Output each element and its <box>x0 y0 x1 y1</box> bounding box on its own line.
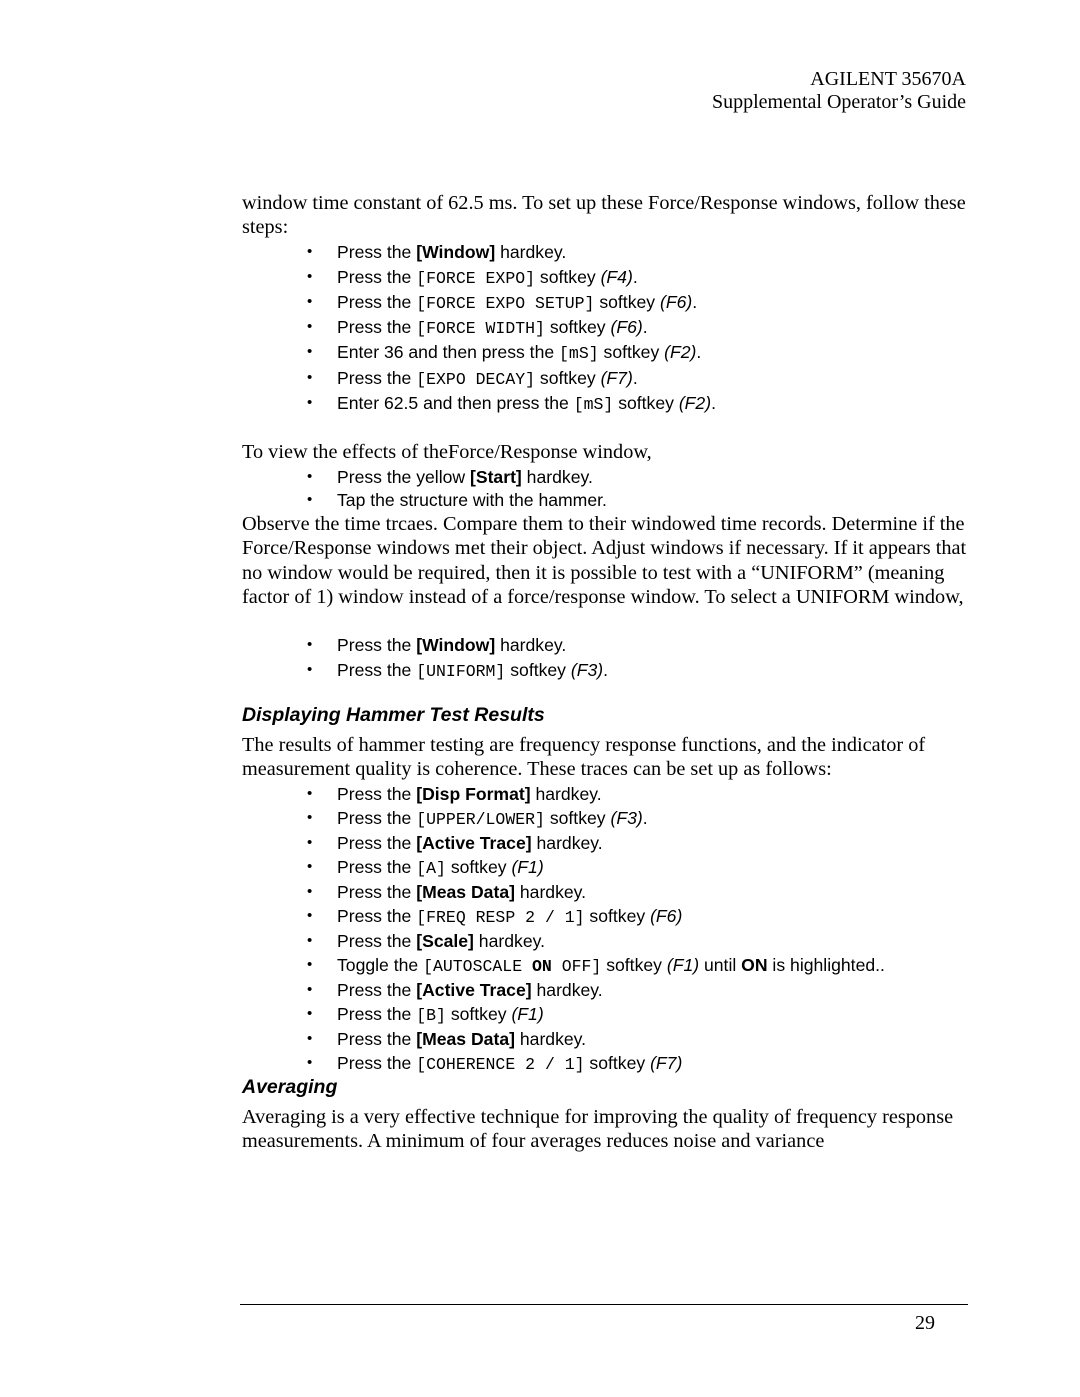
list-item: • Press the [Scale] hardkey. <box>337 930 545 952</box>
section-heading-hammer: Displaying Hammer Test Results <box>242 704 545 726</box>
list-item: • Press the [Window] hardkey. <box>337 634 566 656</box>
list-item: • Press the [FREQ RESP 2 / 1] softkey (F6) <box>337 905 682 929</box>
list-item: • Press the [B] softkey (F1) <box>337 1003 544 1027</box>
section-heading-averaging: Averaging <box>242 1076 338 1098</box>
list-item: • Press the [Window] hardkey. <box>337 241 566 263</box>
list-item: • Press the [EXPO DECAY] softkey (F7). <box>337 367 638 391</box>
header-product: AGILENT 35670A <box>810 68 966 90</box>
averaging-paragraph: Averaging is a very effective technique for improving the quality of frequency response measurements. A minimum of four averages reduces noise and variance <box>242 1106 954 1153</box>
list-item: • Press the [FORCE EXPO] softkey (F4). <box>337 266 638 290</box>
list-item: • Enter 62.5 and then press the [mS] softkey (F2). <box>337 392 716 416</box>
view-effects-paragraph: To view the effects of theForce/Response window, <box>242 441 652 463</box>
list-item: • Toggle the [AUTOSCALE ON OFF] softkey (F1) until ON is highlighted.. <box>337 954 885 978</box>
list-item: • Press the yellow [Start] hardkey. <box>337 466 593 488</box>
list-item: • Tap the structure with the hammer. <box>337 489 607 511</box>
header-guide-title: Supplemental Operator’s Guide <box>711 91 966 113</box>
list-item: • Press the [UPPER/LOWER] softkey (F3). <box>337 807 648 831</box>
list-item: • Enter 36 and then press the [mS] softkey (F2). <box>337 341 701 365</box>
page-number: 29 <box>915 1312 935 1334</box>
intro-paragraph: window time constant of 62.5 ms. To set up these Force/Response windows, follow these steps: <box>242 192 966 239</box>
list-item: • Press the [Active Trace] hardkey. <box>337 979 603 1001</box>
hammer-paragraph: The results of hammer testing are frequency response functions, and the indicator of measurement quality is coherence. These traces can be set up as follows: <box>242 734 926 781</box>
list-item: • Press the [FORCE EXPO SETUP] softkey (F6). <box>337 291 697 315</box>
list-item: • Press the [A] softkey (F1) <box>337 856 544 880</box>
footer-rule <box>240 1304 968 1305</box>
list-item: • Press the [Disp Format] hardkey. <box>337 783 602 805</box>
list-item: • Press the [COHERENCE 2 / 1] softkey (F7) <box>337 1052 682 1076</box>
list-item: • Press the [Meas Data] hardkey. <box>337 881 586 903</box>
list-item: • Press the [UNIFORM] softkey (F3). <box>337 659 608 683</box>
list-item: • Press the [Meas Data] hardkey. <box>337 1028 586 1050</box>
list-item: • Press the [FORCE WIDTH] softkey (F6). <box>337 316 648 340</box>
observe-paragraph: Observe the time trcaes. Compare them to their windowed time records. Determine if the Force/Response windows met their object. Adjust windows if necessary. If it appears that no window would be required, then it is possible to test with a “UNIFORM” (meaning factor of 1) window instead of a force/response window. To select a UNIFORM window, <box>242 513 967 609</box>
list-item: • Press the [Active Trace] hardkey. <box>337 832 603 854</box>
